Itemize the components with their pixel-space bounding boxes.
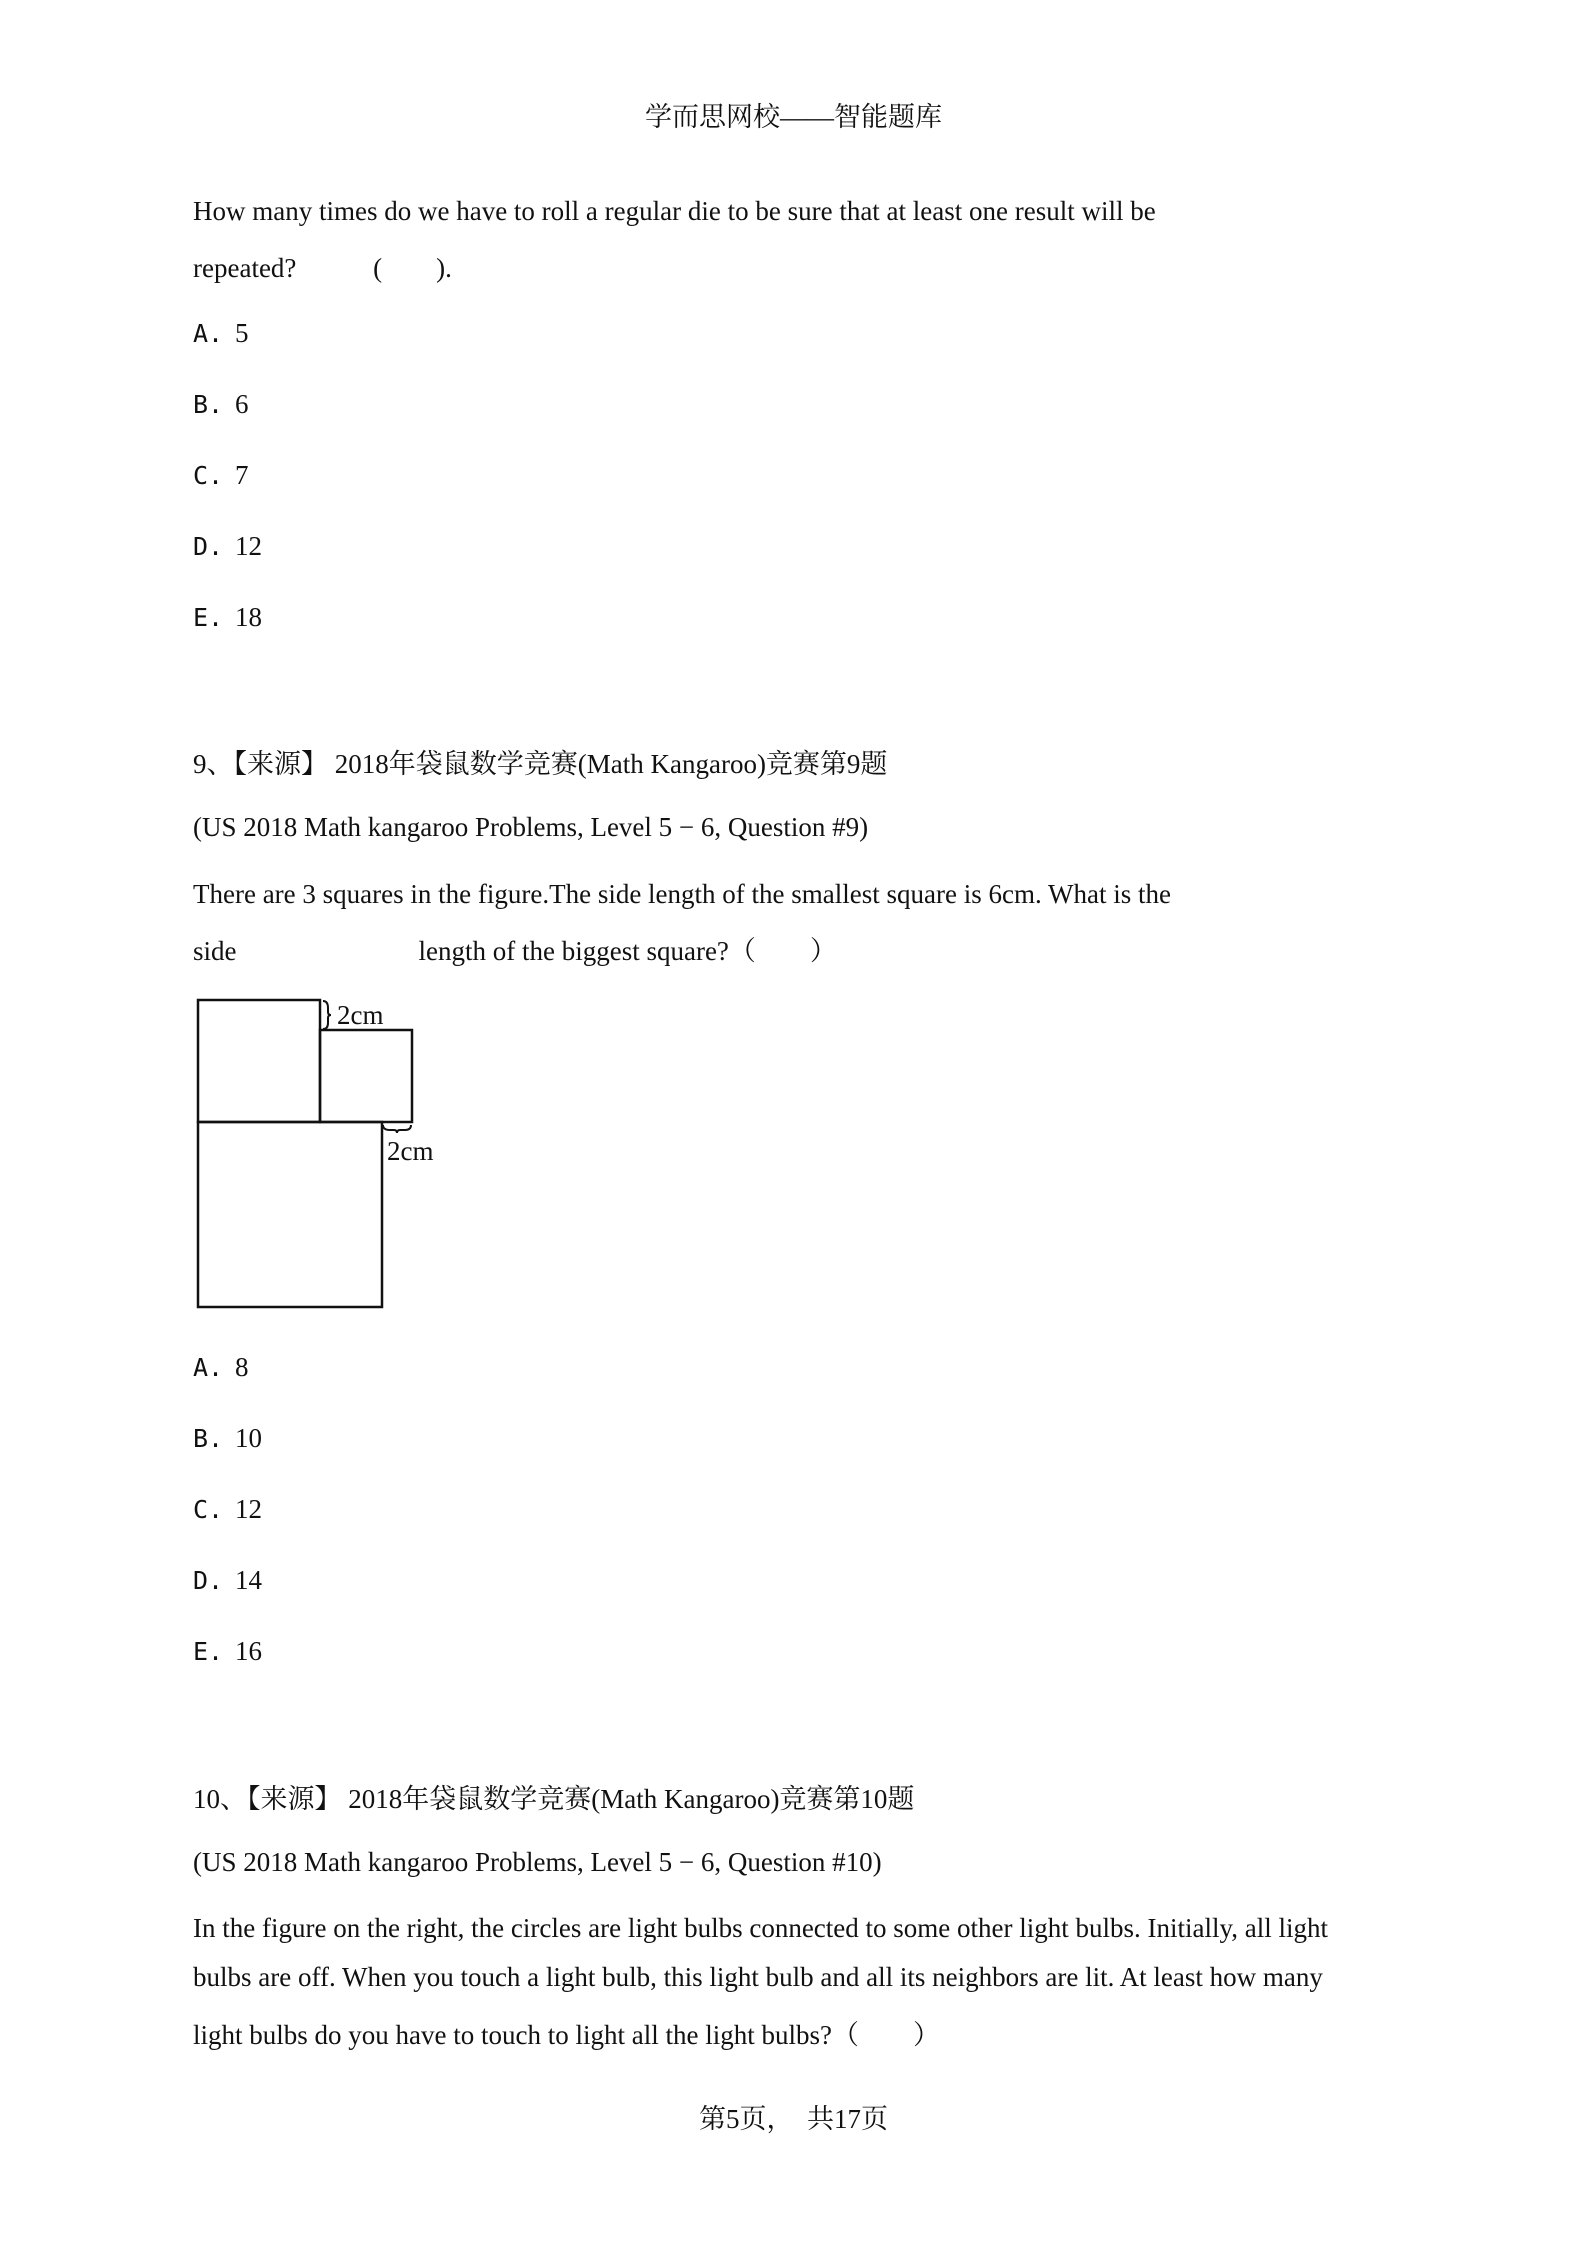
bottom-brace xyxy=(383,1125,411,1133)
option-letter: A. xyxy=(193,319,224,348)
top-gap-label: 2cm xyxy=(337,1000,384,1030)
option-value: 16 xyxy=(235,1636,262,1666)
q10-subtitle: (US 2018 Math kangaroo Problems, Level 5 − 6, Question #10) xyxy=(193,1847,882,1877)
option-letter: C. xyxy=(193,461,224,490)
smallest-square xyxy=(320,1030,412,1122)
q9-option-a[interactable] xyxy=(193,1352,249,1383)
q9-text-line2 xyxy=(193,929,837,968)
option-letter: B. xyxy=(193,1424,224,1453)
option-value: 14 xyxy=(235,1565,262,1595)
option-value: 5 xyxy=(235,318,249,348)
medium-square xyxy=(198,1000,320,1122)
q9-option-d[interactable] xyxy=(193,1565,262,1596)
q9-text-line1: There are 3 squares in the figure.The side length of the smallest square is 6cm. What is the xyxy=(193,879,1171,909)
q8-option-c[interactable] xyxy=(193,460,249,491)
q10-source: 10、【来源】 2018年袋鼠数学竞赛(Math Kangaroo)竞赛第10题 xyxy=(193,1784,915,1814)
bottom-gap-label: 2cm xyxy=(387,1136,434,1166)
q8-option-a[interactable] xyxy=(193,318,249,349)
q8-text-line2 xyxy=(193,246,452,285)
q9-option-c[interactable] xyxy=(193,1494,262,1525)
option-letter: E. xyxy=(193,1637,224,1666)
q10-text-line2: bulbs are off. When you touch a light bulb, this light bulb and all its neighbors are lit. At least how many xyxy=(193,1962,1323,1992)
option-letter: C. xyxy=(193,1495,224,1524)
option-value: 12 xyxy=(235,531,262,561)
option-letter: E. xyxy=(193,603,224,632)
page-footer: 第5页， 共17页 xyxy=(699,2104,888,2134)
q8-text-repeated: repeated? xyxy=(193,253,297,283)
option-letter: D. xyxy=(193,532,224,561)
option-letter: A. xyxy=(193,1353,224,1382)
q9-option-e[interactable] xyxy=(193,1636,262,1667)
q8-option-d[interactable] xyxy=(193,531,262,562)
q8-text-line1: How many times do we have to roll a regular die to be sure that at least one result will be xyxy=(193,196,1156,226)
q9-option-b[interactable] xyxy=(193,1423,262,1454)
q9-squares-figure xyxy=(190,990,460,1320)
q8-option-e[interactable] xyxy=(193,602,262,633)
option-value: 18 xyxy=(235,602,262,632)
biggest-square xyxy=(198,1122,382,1307)
q8-option-b[interactable] xyxy=(193,389,249,420)
page-header: 学而思网校——智能题库 xyxy=(645,102,942,132)
q8-answer-blank: ( ). xyxy=(373,253,452,283)
option-letter: D. xyxy=(193,1566,224,1595)
option-letter: B. xyxy=(193,390,224,419)
option-value: 7 xyxy=(235,460,249,490)
q9-subtitle: (US 2018 Math kangaroo Problems, Level 5 − 6, Question #9) xyxy=(193,812,869,842)
q10-text-line3: light bulbs do you have to touch to light all the light bulbs?（ ） xyxy=(193,2020,940,2050)
option-value: 8 xyxy=(235,1352,249,1382)
q10-text-line1: In the figure on the right, the circles are light bulbs connected to some other light bulbs. Initially, all light xyxy=(193,1913,1328,1943)
top-brace xyxy=(323,1001,331,1029)
q9-text-length: length of the biggest square?（ ） xyxy=(418,936,837,966)
q9-source: 9、【来源】 2018年袋鼠数学竞赛(Math Kangaroo)竞赛第9题 xyxy=(193,749,888,779)
q9-text-side: side xyxy=(193,936,237,966)
option-value: 12 xyxy=(235,1494,262,1524)
option-value: 6 xyxy=(235,389,249,419)
option-value: 10 xyxy=(235,1423,262,1453)
